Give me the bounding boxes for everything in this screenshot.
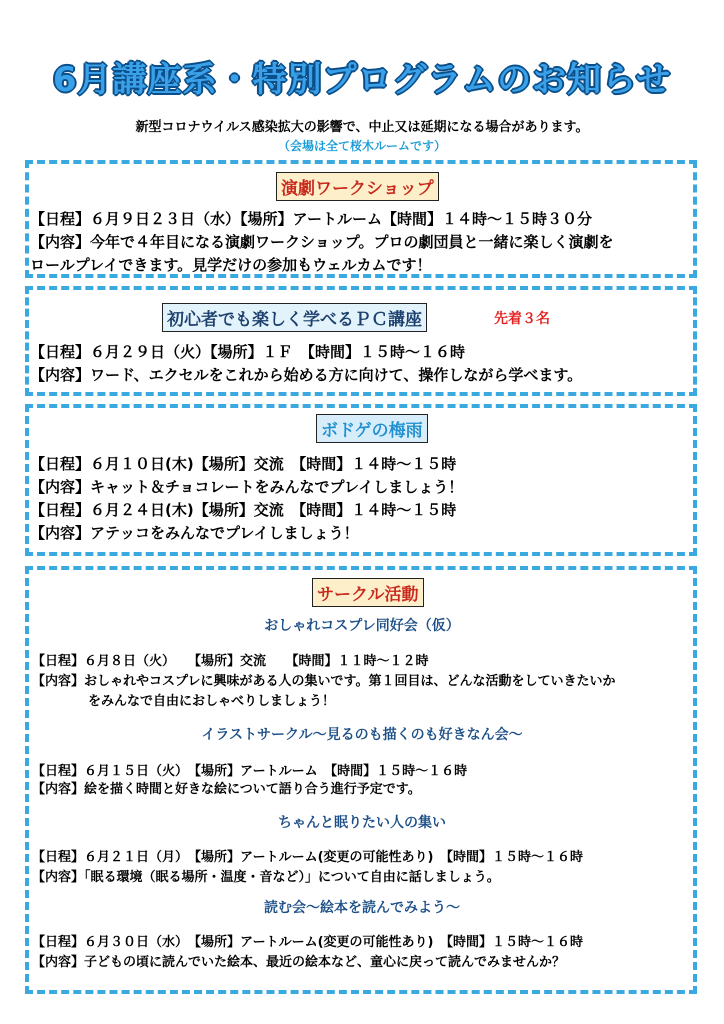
cosplay-schedule: 【日程】６月８日（火） 【場所】交流 【時間】１１時～１２時	[32, 654, 429, 669]
drama-schedule: 【日程】６月９日２３日（水）【場所】アートルーム【時間】１４時～１５時３０分	[30, 210, 593, 228]
boardgame-content-1: 【内容】キャット＆チョコレートをみんなでプレイしましょう！	[30, 478, 464, 496]
boardgame-schedule-1: 【日程】６月１０日(木)【場所】交流 【時間】１４時～１５時	[30, 455, 457, 473]
pc-capacity-badge: 先着３名	[494, 311, 550, 327]
reading-schedule: 【日程】６月３０日（水） 【場所】アートルーム(変更の可能性あり) 【時間】１５時～１６時	[32, 935, 583, 950]
venue-note: （会場は全て桜木ルームです）	[277, 139, 446, 153]
boardgame-schedule-2: 【日程】６月２４日(木)【場所】交流 【時間】１４時～１５時	[30, 501, 457, 519]
cosplay-content-cont: をみんなで自由におしゃべりしましょう！	[88, 694, 336, 709]
sleep-content: 【内容】「眠る環境（眠る場所・温度・音など）」について自由に話しましょう。	[32, 870, 500, 885]
pc-content: 【内容】ワード、エクセルをこれから始める方に向けて、操作しながら学べます。	[30, 366, 583, 384]
circle-title-sleep: ちゃんと眠りたい人の集い	[278, 815, 446, 831]
circle-title-cosplay: おしゃれコスプレ同好会（仮）	[264, 618, 460, 634]
pc-schedule: 【日程】６月２９日（火）【場所】１Ｆ 【時間】１５時～１６時	[30, 343, 466, 361]
drama-content: 【内容】今年で４年目になる演劇ワークショップ。プロの劇団員と一緒に楽しく演劇を	[30, 233, 614, 251]
boardgame-content-2: 【内容】アテッコをみんなでプレイしましょう！	[30, 524, 359, 542]
sleep-schedule: 【日程】６月２１日（月） 【場所】アートルーム(変更の可能性あり) 【時間】１５時～１６時	[32, 850, 583, 865]
circle-title-illust: イラストサークル～見るのも描くのも好きなん会～	[201, 727, 523, 743]
drama-content-cont: ロールプレイできます。見学だけの参加もウェルカムです！	[30, 256, 432, 274]
section-heading-drama: 演劇ワークショップ	[276, 172, 439, 201]
cosplay-content: 【内容】おしゃれやコスプレに興味がある人の集いです。第１回目は、どんな活動をしていきたいか	[32, 674, 616, 689]
reading-content: 【内容】子どもの頃に読んでいた絵本、最近の絵本など、童心に戻って読んでみませんか？	[32, 955, 566, 970]
notice-text: 新型コロナウイルス感染拡大の影響で、中止又は延期になる場合があります。	[135, 120, 589, 135]
circle-title-reading: 読む会～絵本を読んでみよう～	[264, 900, 460, 916]
section-heading-pc: 初心者でも楽しく学べるＰＣ講座	[162, 303, 427, 332]
section-heading-boardgame: ボドゲの梅雨	[316, 414, 428, 443]
illust-schedule: 【日程】６月１５日（火） 【場所】アートルーム 【時間】１５時～１６時	[32, 764, 468, 779]
section-heading-circle: サークル活動	[312, 578, 424, 607]
illust-content: 【内容】絵を描く時間と好きな絵について語り合う進行予定です。	[32, 782, 421, 797]
page-title: 6月講座系・特別プログラムのお知らせ	[52, 60, 672, 100]
